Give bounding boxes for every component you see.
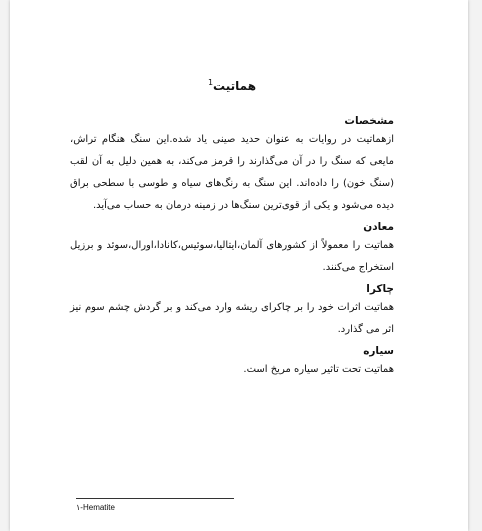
title-text: هماتیت [213, 79, 257, 93]
document-body [70, 78, 394, 381]
section-text-planet: هماتیت تحت تاثیر سیاره مریخ است. [243, 364, 394, 375]
section-heading-mines: معادن [363, 221, 394, 233]
section-text-mines: هماتیت را معمولاً از کشورهای آلمان،ایتالیا،سوئیس،کانادا،اورال،سوئد و برزیل استخراج می‌کنند. [70, 240, 394, 273]
section-heading-planet: سیاره [363, 345, 394, 357]
section-heading-specs: مشخصات [344, 115, 394, 127]
section-heading-chakra: چاکرا [366, 283, 394, 295]
section-text-chakra: هماتیت اثرات خود را بر چاکرای ریشه وارد می‌کند و بر گردش چشم سوم نیز اثر می گذارد. [70, 302, 394, 335]
page-title [70, 78, 394, 93]
footnote-divider [76, 498, 234, 499]
document-page [10, 0, 468, 531]
section-text-specs: ازهماتیت در روایات به عنوان حدید صینی یاد شده.این سنگ هنگام تراش، مایعی که سنگ را در آن می‌گذارند را قرمز می‌کند، به همین دلیل به آن لقب (سنگ خون) را داده‌اند. این سنگ به رنگ‌های سیاه و طوسی با سطحی براق دیده می‌شود و یکی از قوی‌ترین سنگ‌ها در زمینه درمان به حساب می‌آید. [70, 134, 394, 211]
title-footnote-marker: 1 [207, 78, 214, 87]
footnote-text: ۱-Hematite [76, 503, 115, 512]
